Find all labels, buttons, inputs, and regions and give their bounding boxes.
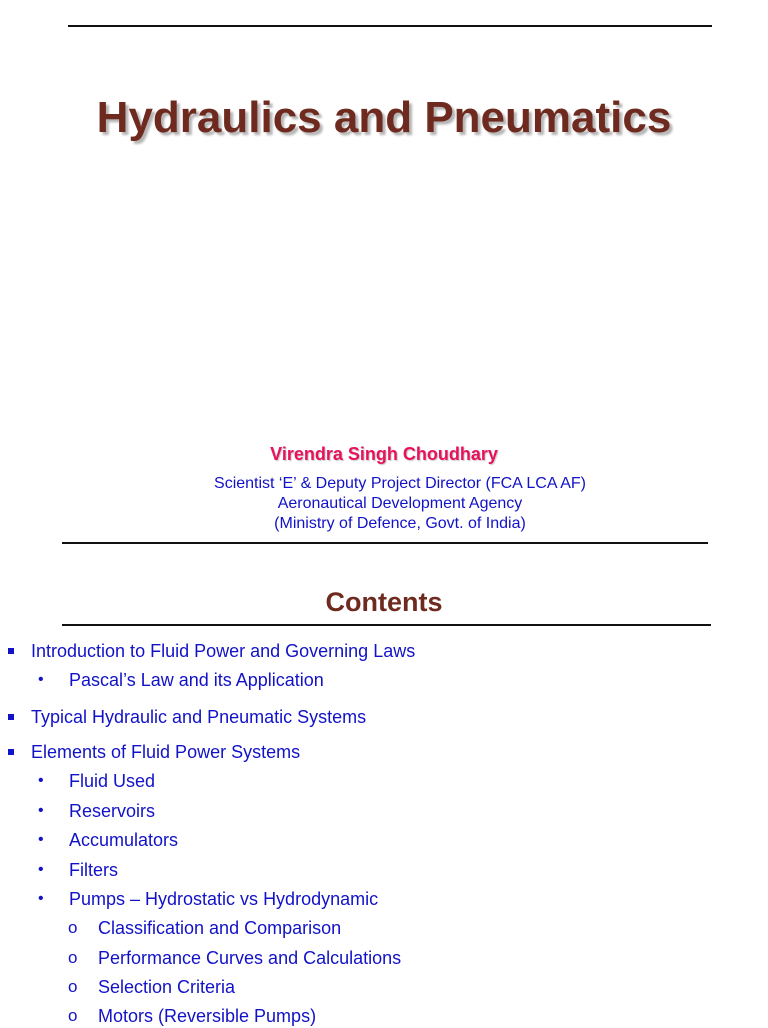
toc-item-label: Accumulators	[69, 830, 179, 850]
circle-bullet-icon: o	[68, 948, 78, 967]
toc-item-intro	[31, 641, 415, 663]
dot-bullet-icon: •	[38, 861, 44, 878]
toc-item-elements	[31, 742, 300, 764]
dot-bullet-icon: •	[38, 831, 44, 848]
toc-item-label: Motors (Reversible Pumps)	[98, 1006, 317, 1026]
affiliation-line-2: Aeronautical Development Agency	[277, 495, 523, 512]
dot-bullet-icon: •	[38, 890, 44, 907]
toc-item-selection	[68, 977, 236, 999]
toc-item-reservoirs	[38, 801, 156, 823]
toc-item-label: Selection Criteria	[98, 977, 236, 997]
toc-item-pascals-law	[38, 670, 324, 692]
toc-item-motors	[68, 1006, 317, 1028]
contents-heading: Contents	[325, 587, 443, 617]
toc-item-label: Reservoirs	[69, 801, 156, 821]
toc-item-filters	[38, 860, 118, 882]
square-bullet-icon	[8, 749, 14, 755]
toc-item-label: Fluid Used	[69, 771, 156, 791]
circle-bullet-icon: o	[68, 918, 78, 937]
dot-bullet-icon: •	[38, 802, 44, 819]
top-divider	[68, 25, 712, 27]
toc-item-label: Pumps – Hydrostatic vs Hydrodynamic	[69, 889, 379, 909]
toc-item-fluid-used	[38, 771, 156, 793]
slide-title: Hydraulics and Pneumatics	[96, 93, 672, 142]
toc-item-accumulators	[38, 830, 179, 852]
toc-item-label: Pascal’s Law and its Application	[69, 670, 324, 690]
dot-bullet-icon: •	[38, 671, 44, 688]
toc-item-performance	[68, 948, 402, 970]
toc-item-pumps	[38, 889, 379, 911]
affiliation-line-1: Scientist ‘E’ & Deputy Project Director (FCA LCA AF)	[214, 475, 586, 492]
toc-item-typical-systems	[31, 707, 366, 729]
toc-item-label: Classification and Comparison	[98, 918, 342, 938]
toc-item-label: Performance Curves and Calculations	[98, 948, 402, 968]
slide-divider	[62, 542, 708, 544]
dot-bullet-icon: •	[38, 772, 44, 789]
square-bullet-icon	[8, 648, 14, 654]
toc-item-label: Elements of Fluid Power Systems	[31, 742, 301, 762]
circle-bullet-icon: o	[68, 977, 78, 996]
toc-item-classification	[68, 918, 342, 940]
contents-divider	[62, 624, 711, 626]
square-bullet-icon	[8, 714, 14, 720]
author-name: Virendra Singh Choudhary	[270, 444, 498, 464]
toc-item-label: Typical Hydraulic and Pneumatic Systems	[31, 707, 367, 727]
toc-item-label: Filters	[69, 860, 118, 880]
affiliation-line-3: (Ministry of Defence, Govt. of India)	[274, 515, 526, 532]
toc-item-label: Introduction to Fluid Power and Governing Laws	[31, 641, 416, 661]
circle-bullet-icon: o	[68, 1006, 78, 1025]
